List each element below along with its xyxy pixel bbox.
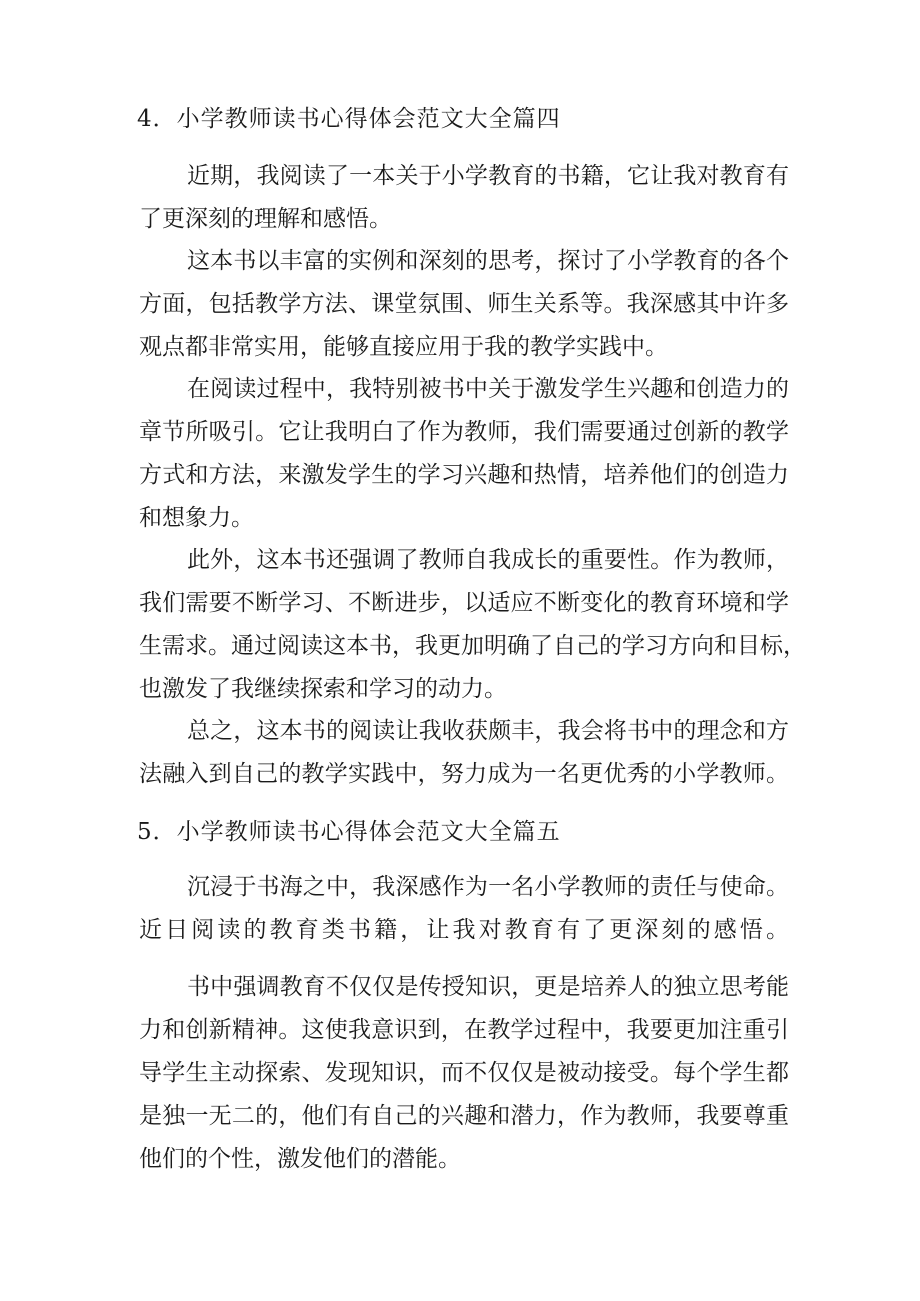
text-line: 他们的个性，激发他们的潜能。 [139,1146,461,1172]
text-line: 导学生主动探索、发现知识，而不仅仅是被动接受。每个学生都 [139,1060,789,1086]
text-line: 近期，我阅读了一本关于小学教育的书籍，它让我对教育有 [187,163,789,189]
text-line: 也激发了我继续探索和学习的动力。 [139,676,507,702]
section-heading: 5．小学教师读书心得体会范文大全篇五 [137,819,561,845]
text-line: 总之，这本书的阅读让我收获颇丰，我会将书中的理念和方 [187,718,789,744]
text-line: 生需求。通过阅读这本书，我更加明确了自己的学习方向和目标， [139,633,806,659]
text-line: 法融入到自己的教学实践中，努力成为一名更优秀的小学教师。 [139,761,789,787]
section-heading: 4．小学教师读书心得体会范文大全篇四 [137,106,561,132]
text-line: 书中强调教育不仅仅是传授知识，更是培养人的独立思考能 [187,974,789,1000]
text-line: 了更深刻的理解和感悟。 [139,206,392,232]
text-line: 我们需要不断学习、不断进步，以适应不断变化的教育环境和学 [139,590,789,616]
text-line: 是独一无二的，他们有自己的兴趣和潜力，作为教师，我要尊重 [139,1103,789,1129]
text-line: 方式和方法，来激发学生的学习兴趣和热情，培养他们的创造力 [139,462,789,488]
text-line: 此外，这本书还强调了教师自我成长的重要性。作为教师， [187,547,789,573]
text-line: 章节所吸引。它让我明白了作为教师，我们需要通过创新的教学 [139,419,789,445]
text-line: 观点都非常实用，能够直接应用于我的教学实践中。 [139,334,668,360]
text-line: 方面，包括教学方法、课堂氛围、师生关系等。我深感其中许多 [139,291,789,317]
text-line: 力和创新精神。这使我意识到，在教学过程中，我要更加注重引 [139,1017,789,1043]
text-line: 近日阅读的教育类书籍，让我对教育有了更深刻的感悟。 [139,917,789,943]
text-line: 和想象力。 [139,505,254,531]
text-line: 这本书以丰富的实例和深刻的思考，探讨了小学教育的各个 [187,248,789,274]
text-line: 沉浸于书海之中，我深感作为一名小学教师的责任与使命。 [187,874,789,900]
text-line: 在阅读过程中，我特别被书中关于激发学生兴趣和创造力的 [187,376,789,402]
